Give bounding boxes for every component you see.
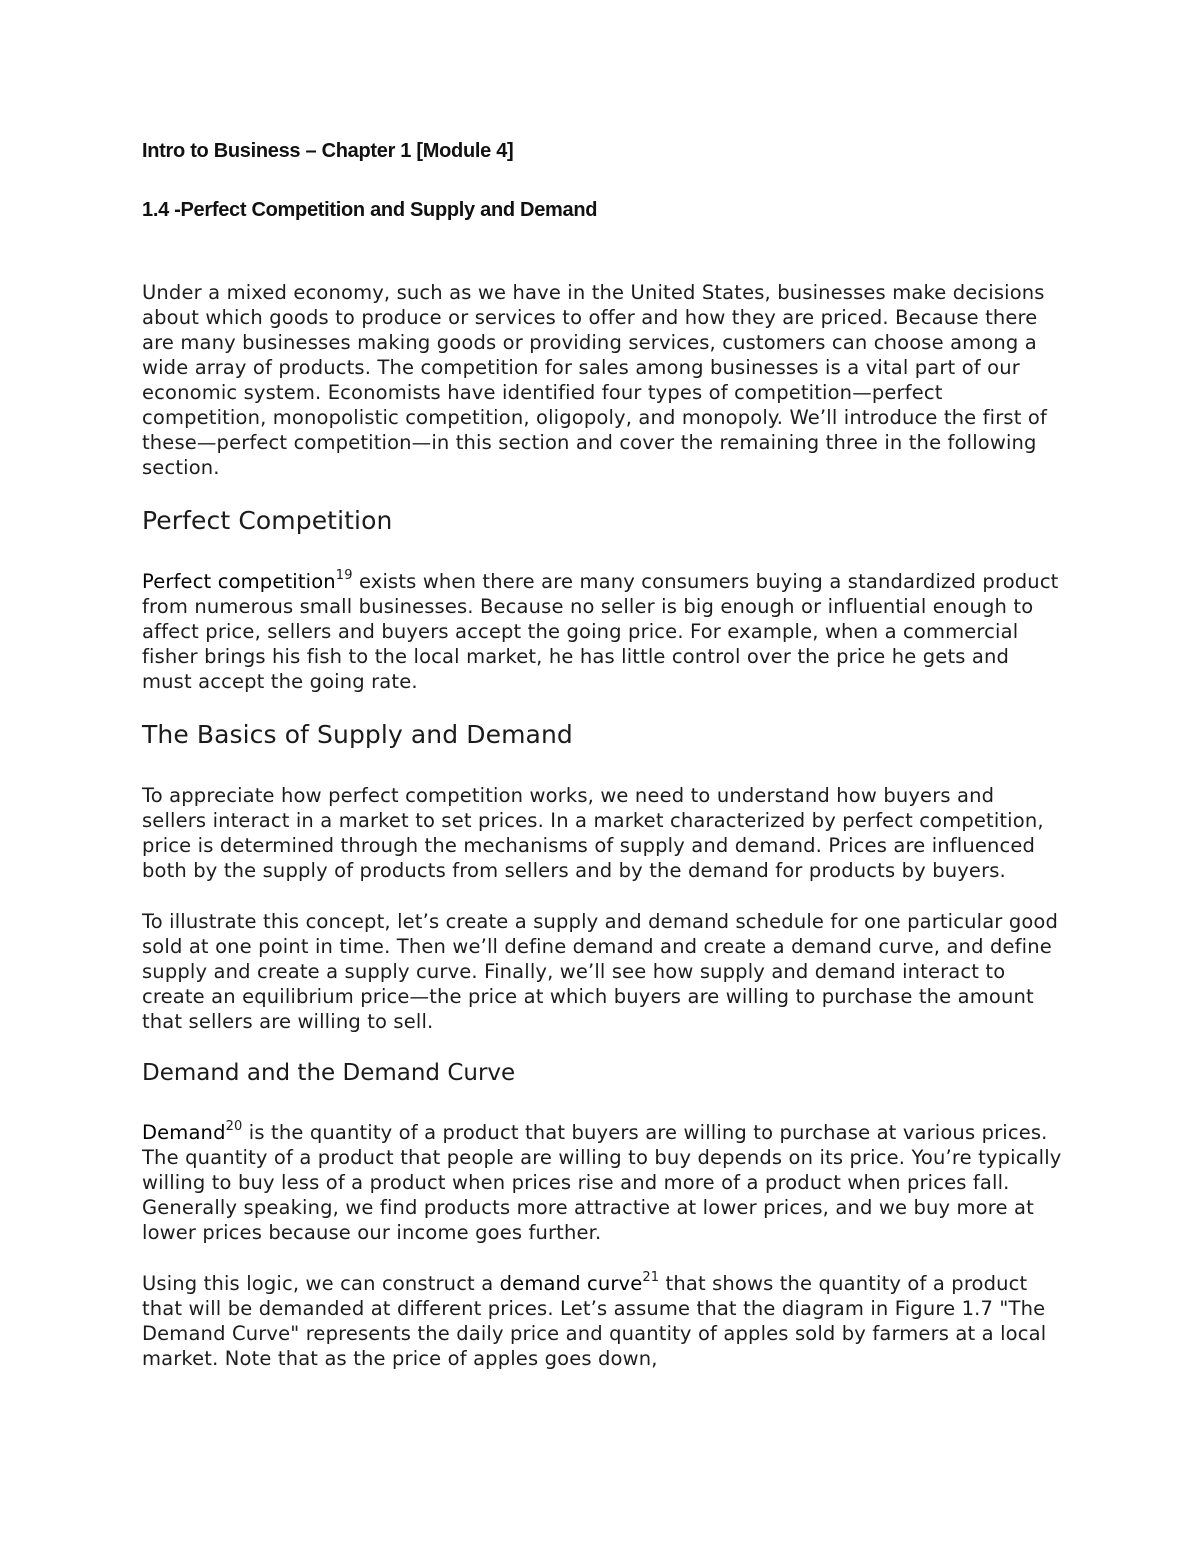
supply-demand-paragraph-2: To illustrate this concept, let’s create a supply and demand schedule for one particular good sold at one point in time. Then we’ll define demand and create a demand curve, and define supply and create a supply curve. Finally, we’ll see how supply and demand interact to create an equilibrium price—the price at which buyers are willing to purchase the amount that sellers are willing to sell. [142, 910, 1059, 1033]
term-demand-curve: demand curve [499, 1272, 643, 1295]
demand-paragraph-2 [142, 1271, 1062, 1371]
term-perfect-competition: Perfect competition [142, 570, 336, 593]
footnote-19[interactable]: 19 [335, 568, 353, 583]
demand-text: is the quantity of a product that buyers are willing to purchase at various prices. The quantity of a product that people are willing to buy depends on its price. You’re typically willing to buy less of a product when prices rise and more of a product when prices fall. Generally speaking, we find products more attractive at lower prices, and we buy more at lower prices because our income goes further. [142, 1121, 1062, 1244]
footnote-21[interactable]: 21 [642, 1270, 660, 1285]
term-demand: Demand [142, 1121, 226, 1144]
section-title: 1.4 -Perfect Competition and Supply and Demand [142, 199, 598, 221]
demand-p2-mid: that shows the quantity of a product that will be demanded at different prices. Let’s assume that the diagram in [142, 1272, 1028, 1320]
heading-demand-curve: Demand and the Demand Curve [142, 1060, 516, 1086]
demand-p2-tail: represents the daily price and quantity of apples sold by farmers at a local market. Note that as the price of apples goes down, [142, 1322, 1047, 1370]
demand-paragraph-1 [142, 1120, 1062, 1245]
perfect-competition-paragraph [142, 569, 1062, 694]
supply-demand-paragraph-1: To appreciate how perfect competition works, we need to understand how buyers and sellers interact in a market to set prices. In a market characterized by perfect competition, price is determined through the mechanisms of supply and demand. Prices are influenced both by the supply of products from sellers and by the demand for products by buyers. [142, 784, 1044, 882]
document-page [142, 140, 1062, 1397]
document-title: Intro to Business – Chapter 1 [Module 4] [142, 140, 514, 162]
perfect-competition-text: exists when there are many consumers buying a standardized product from numerous small businesses. Because no seller is big enough or influential enough to affect price, sellers and buyers accept the going price. For example, when a commercial fisher brings his fish to the local market, he has little control over the price he gets and must accept the going rate. [142, 570, 1059, 693]
figure-reference-link[interactable]: Figure 1.7 "The Demand Curve" [142, 1297, 1046, 1345]
heading-supply-demand: The Basics of Supply and Demand [142, 720, 573, 749]
footnote-20[interactable]: 20 [225, 1119, 243, 1134]
intro-paragraph: Under a mixed economy, such as we have in the United States, businesses make decisions about which goods to produce or services to offer and how they are priced. Because there are many businesses making goods or providing services, customers can choose among a wide array of products. The competition for sales among businesses is a vital part of our economic system. Economists have identified four types of competition—perfect competition, monopolistic competition, oligopoly, and monopoly. We’ll introduce the first of these—perfect competition—in this section and cover the remaining three in the following section. [142, 281, 1047, 479]
demand-p2-lead: Using this logic, we can construct a [142, 1272, 500, 1295]
heading-perfect-competition: Perfect Competition [142, 506, 393, 535]
